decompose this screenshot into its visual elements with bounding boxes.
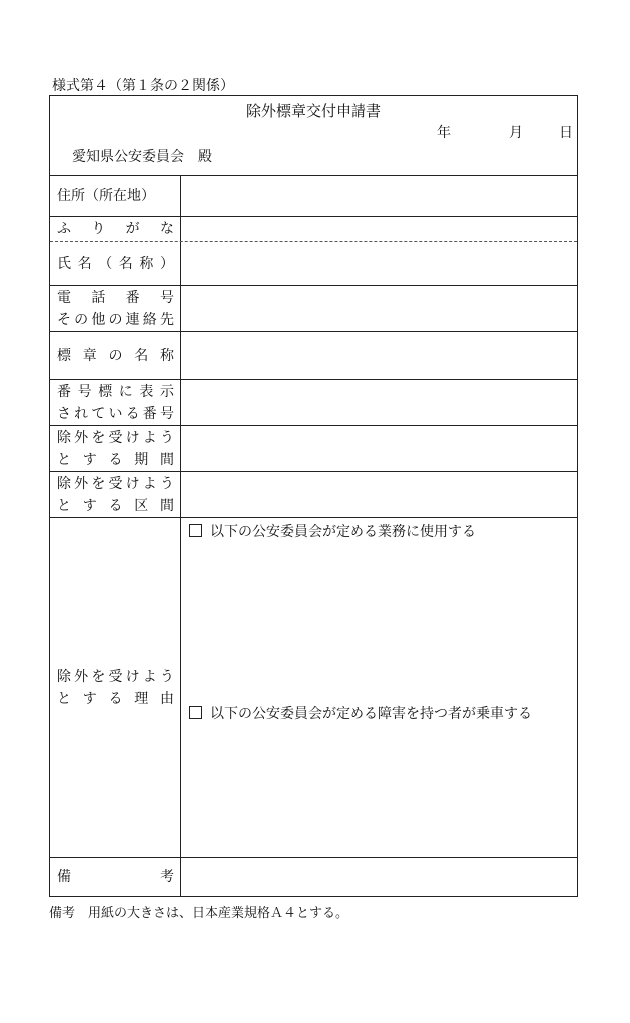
checkbox-business[interactable]: [189, 524, 202, 537]
plate-number-field[interactable]: [181, 380, 577, 425]
reason-field: [181, 518, 577, 857]
addressee: 愛知県公安委員会 殿: [72, 149, 212, 165]
section-field[interactable]: [181, 472, 577, 517]
date-month-label: 月: [509, 125, 523, 141]
label-furigana: ふ り が な: [50, 217, 181, 241]
label-phone: 電 話 番 号 そ の 他 の 連 絡 先: [50, 286, 181, 331]
sign-name-field[interactable]: [181, 332, 577, 379]
furigana-field[interactable]: [181, 217, 577, 241]
label-name: 氏 名 （ 名 称 ）: [50, 242, 181, 285]
period-field[interactable]: [181, 426, 577, 471]
form-number-label: 様式第４（第１条の２関係）: [52, 78, 234, 94]
date-year-label: 年: [437, 125, 451, 141]
name-field[interactable]: [181, 242, 577, 285]
row-plate-number: [50, 380, 577, 426]
checkbox-disability[interactable]: [189, 706, 202, 719]
phone-field[interactable]: [181, 286, 577, 331]
label-reason: 除 外 を 受 け よ う と す る 理 由: [50, 518, 181, 857]
date-day-label: 日: [559, 125, 573, 141]
row-remarks: [50, 858, 577, 896]
footnote: 備考 用紙の大きさは、日本産業規格Ａ４とする。: [49, 906, 349, 921]
row-address: [50, 175, 577, 217]
application-form: [49, 95, 578, 897]
label-period: 除 外 を 受 け よ う と す る 期 間: [50, 426, 181, 471]
row-section: [50, 472, 577, 518]
label-remarks: 備 考: [50, 858, 181, 896]
label-address: 住所（所在地）: [50, 175, 181, 216]
row-period: [50, 426, 577, 472]
form-header: [50, 96, 577, 176]
address-field[interactable]: [181, 175, 577, 216]
remarks-field[interactable]: [181, 858, 577, 896]
row-phone: [50, 286, 577, 332]
label-plate-number: 番 号 標 に 表 示 さ れ て い る 番 号: [50, 380, 181, 425]
reason-option-disability[interactable]: 以下の公安委員会が定める障害を持つ者が乗車する: [189, 703, 532, 723]
label-sign-name: 標 章 の 名 称: [50, 332, 181, 379]
row-sign-name: [50, 332, 577, 380]
row-reason: [50, 518, 577, 858]
row-name: [50, 242, 577, 286]
row-furigana: [50, 217, 577, 242]
label-section: 除 外 を 受 け よ う と す る 区 間: [50, 472, 181, 517]
reason-option-business[interactable]: 以下の公安委員会が定める業務に使用する: [189, 521, 476, 541]
form-title: 除外標章交付申請書: [245, 102, 381, 120]
